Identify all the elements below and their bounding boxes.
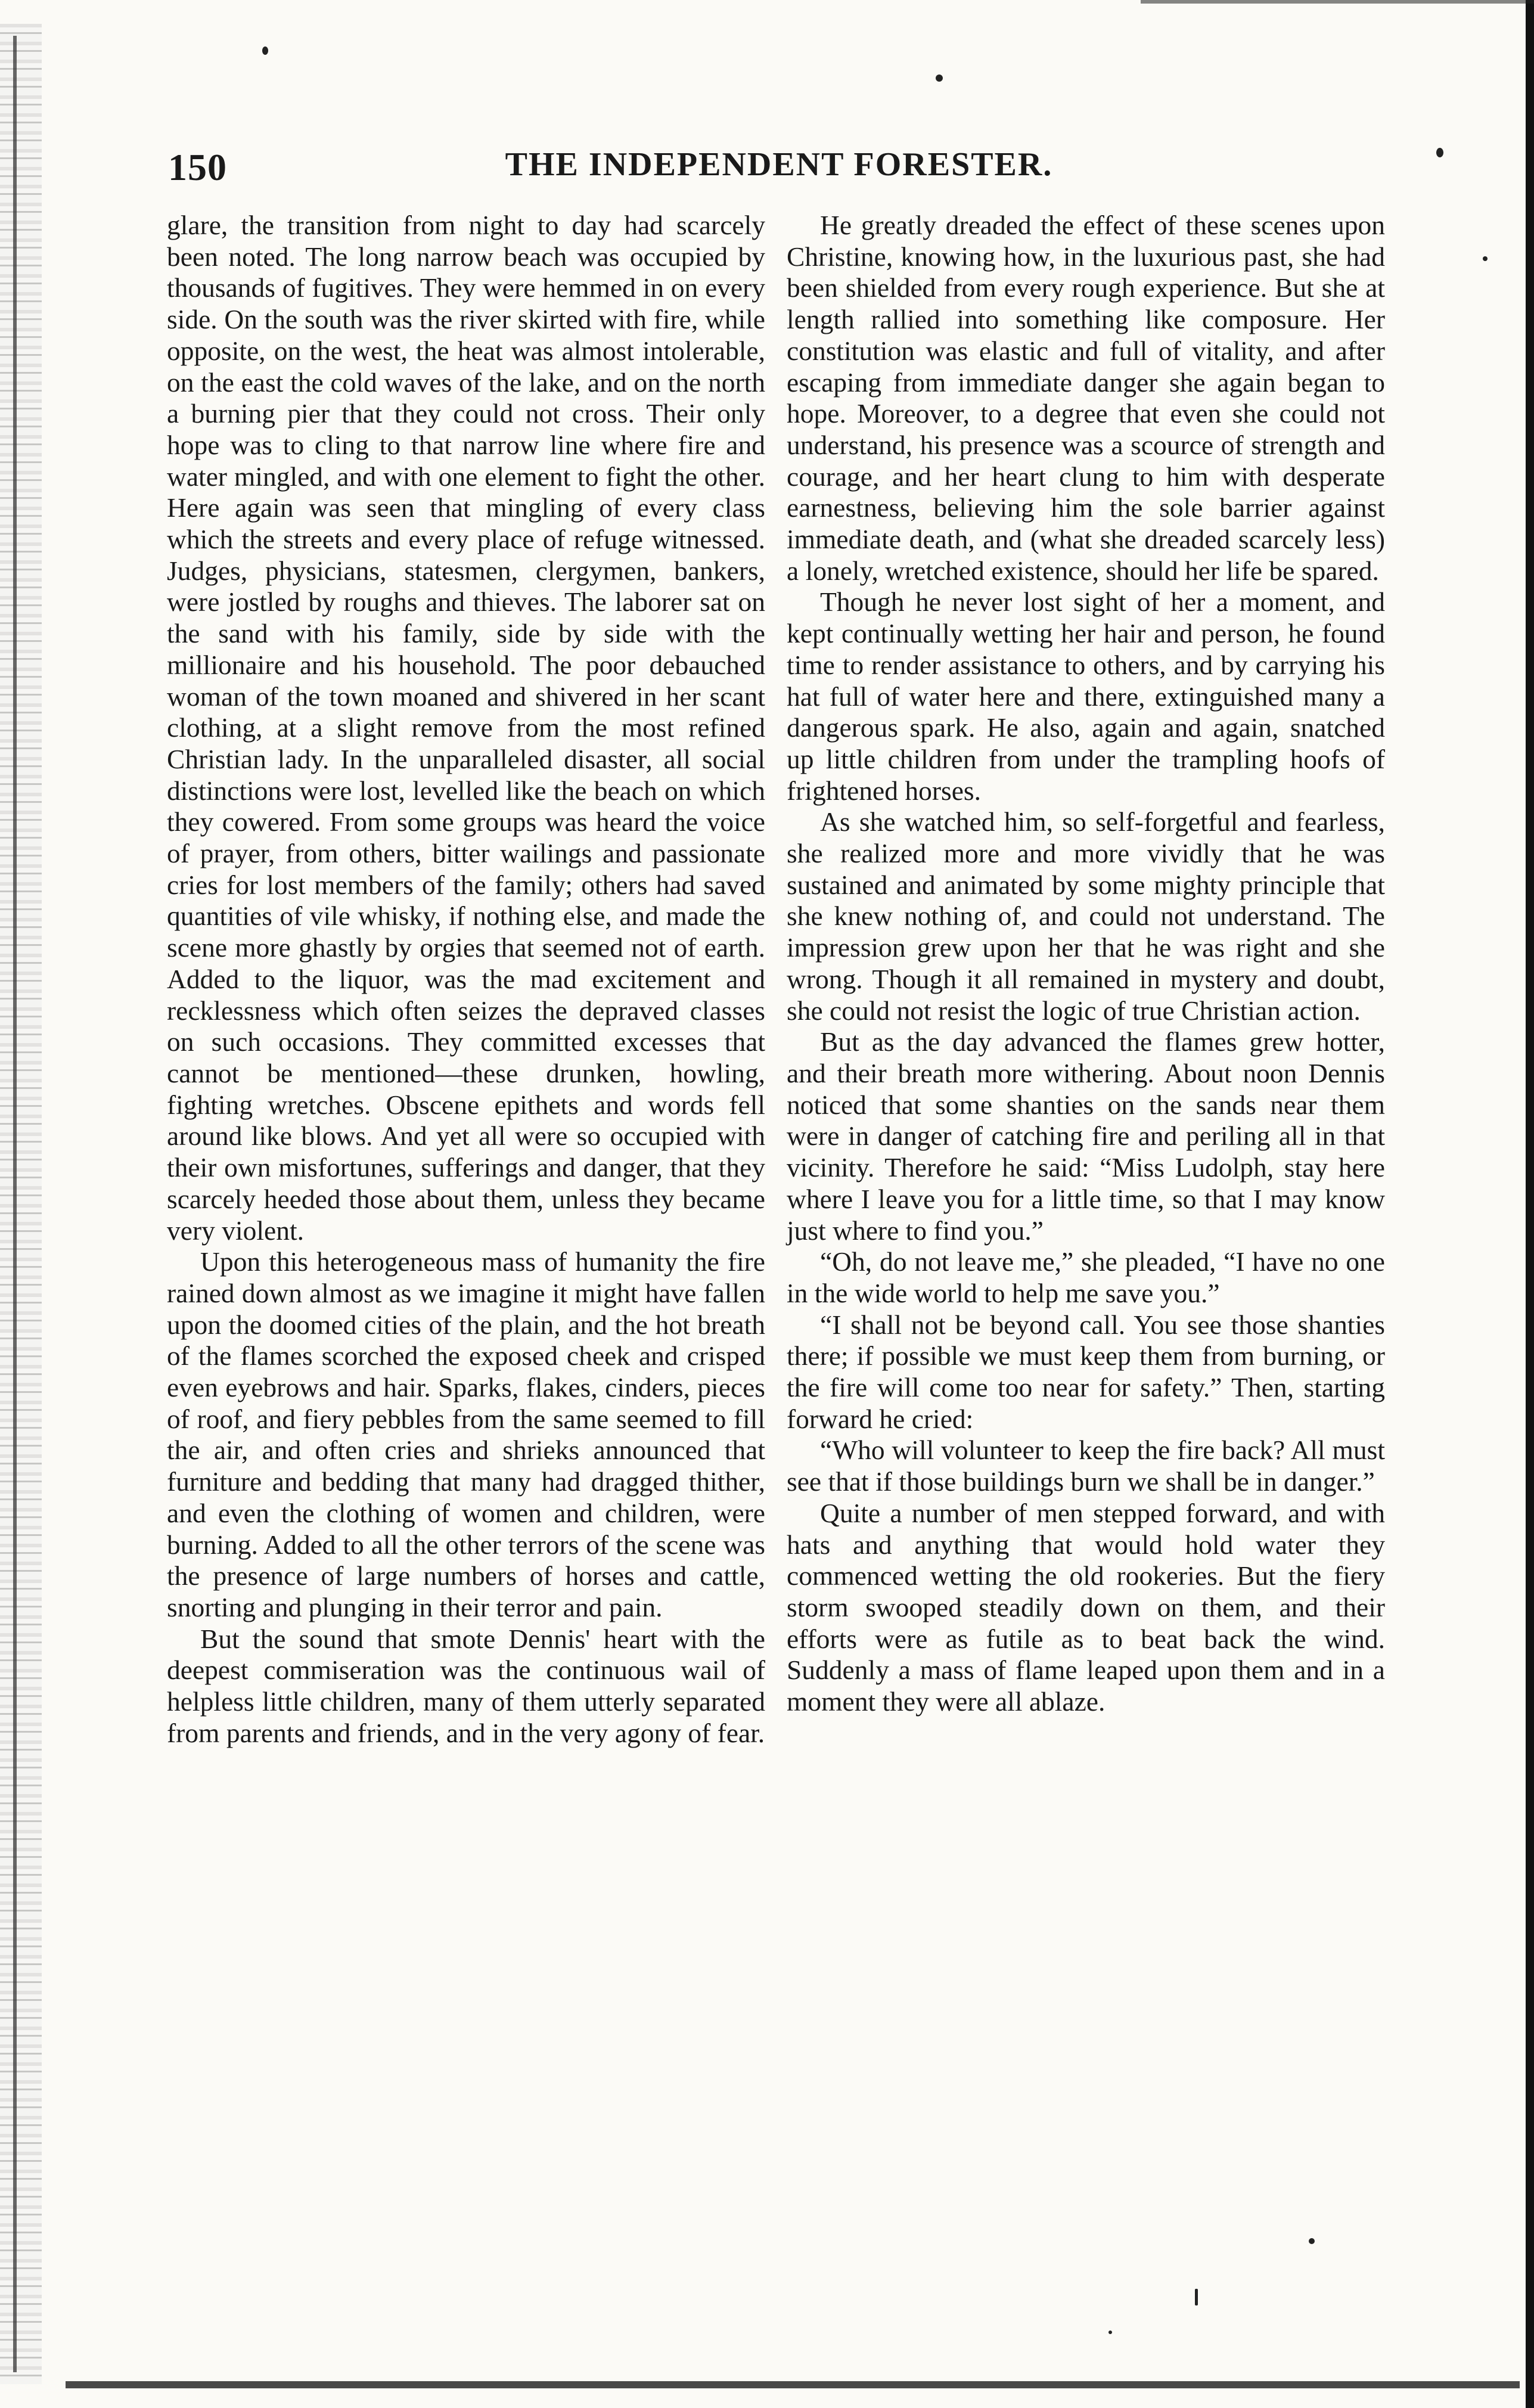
- left-column: [167, 210, 765, 1749]
- scan-bottom-border: [66, 2376, 1520, 2394]
- scan-top-border: [1141, 0, 1534, 4]
- paragraph: But as the day advanced the flames grew hotter, and their breath more withering. About noon Dennis noticed that some shanties on the sands near them were in danger of catching fire and periling all in that vicinity. Therefore he said: “Miss Ludolph, stay here where I leave you for a little time, so that I may know just where to find you.”: [787, 1026, 1385, 1246]
- ink-speck: [1309, 2238, 1315, 2244]
- ink-speck: [1195, 2289, 1198, 2305]
- scan-binding-shadow: [0, 24, 42, 2384]
- paragraph: glare, the transition from night to day had scarcely been noted. The long narrow beach was occupied by thousands of fugitives. They were hemmed in on every side. On the south was the river skirted with fire, while opposite, on the west, the heat was almost intolerable, on the east the cold waves of the lake, and on the north a burning pier that they could not cross. Their only hope was to cling to that narrow line where fire and water mingled, and with one element to fight the other. Here again was seen that mingling of every class which the streets and every place of refuge witnessed. Judges, physicians, statesmen, clergymen, bankers, were jostled by roughs and thieves. The laborer sat on the sand with his family, side by side with the millionaire and his household. The poor debauched woman of the town moaned and shivered in her scant clothing, at a slight remove from the most refined Christian lady. In the unparalleled disaster, all social distinctions were lost, levelled like the beach on which they cowered. From some groups was heard the voice of prayer, from others, bitter wailings and passionate cries for lost members of the family; others had saved quantities of vile whisky, if nothing else, and made the scene more ghastly by orgies that seemed not of earth. Added to the liquor, was the mad excitement and recklessness which often seizes the depraved classes on such occasions. They committed excesses that cannot be mentioned—these drunken, howling, fighting wretches. Obscene epithets and words fell around like blows. And yet all were so occupied with their own misfortunes, sufferings and danger, that they scarcely heeded those about them, unless they became very violent.: [167, 210, 765, 1246]
- paragraph: Quite a number of men stepped forward, and with hats and anything that would hold water they commenced wetting the old rookeries. But the fiery storm swooped steadily down on them, and their efforts were as futile as to beat back the wind. Suddenly a mass of flame leaped upon them and in a moment they were all ablaze.: [787, 1497, 1385, 1717]
- paragraph: He greatly dreaded the effect of these scenes upon Christine, knowing how, in the luxurious past, she had been shielded from every rough experience. But she at length rallied into something like composure. Her constitution was elastic and full of vitality, and after escaping from immediate danger she again began to hope. Moreover, to a degree that even she could not understand, his presence was a scource of strength and courage, and her heart clung to him with desperate earnestness, believing him the sole barrier against immediate death, and (what she dreaded scarcely less) a lonely, wretched existence, should her life be spared.: [787, 210, 1385, 586]
- ink-speck: [1436, 148, 1443, 157]
- page-number: 150: [168, 146, 227, 188]
- ink-speck: [1483, 256, 1488, 261]
- right-column: [787, 210, 1385, 1718]
- paragraph: “Oh, do not leave me,” she pleaded, “I have no one in the wide world to help me save you.”: [787, 1246, 1385, 1308]
- paragraph: “Who will volunteer to keep the fire back? All must see that if those buildings burn we shall be in danger.”: [787, 1435, 1385, 1497]
- scan-right-border: [1526, 0, 1534, 2408]
- ink-speck: [1108, 2331, 1112, 2334]
- paragraph: But the sound that smote Dennis' heart with the deepest commiseration was the continuous wail of helpless little children, many of them utterly separated from parents and friends, and in the very agony of fear.: [167, 1623, 765, 1748]
- page-header: [168, 145, 1390, 193]
- paragraph: As she watched him, so self-forgetful and fearless, she realized more and more vividly that he was sustained and animated by some mighty principle that she knew nothing of, and could not understand. The impression grew upon her that he was right and she wrong. Though it all remained in mystery and doubt, she could not resist the logic of true Christian action.: [787, 806, 1385, 1026]
- ink-speck: [262, 46, 268, 55]
- paragraph: “I shall not be beyond call. You see those shanties there; if possible we must keep them from burning, or the fire will come too near for safety.” Then, starting forward he cried:: [787, 1309, 1385, 1434]
- scan-binding-line: [13, 36, 17, 2372]
- paragraph: Though he never lost sight of her a moment, and kept continually wetting her hair and person, he found time to render assistance to others, and by carrying his hat full of water here and there, extinguished many a dangerous spark. He also, again and again, snatched up little children from under the trampling hoofs of frightened horses.: [787, 587, 1385, 806]
- running-title: THE INDEPENDENT FORESTER.: [505, 146, 1053, 183]
- paragraph: Upon this heterogeneous mass of humanity the fire rained down almost as we imagine it might have fallen upon the doomed cities of the plain, and the hot breath of the flames scorched the exposed cheek and crisped even eyebrows and hair. Sparks, flakes, cinders, pieces of roof, and fiery pebbles from the same seemed to fill the air, and often cries and shrieks announced that furniture and bedding that many had dragged thither, and even the clothing of women and children, were burning. Added to all the other terrors of the scene was the presence of large numbers of horses and cattle, snorting and plunging in their terror and pain.: [167, 1246, 765, 1622]
- ink-speck: [936, 75, 943, 82]
